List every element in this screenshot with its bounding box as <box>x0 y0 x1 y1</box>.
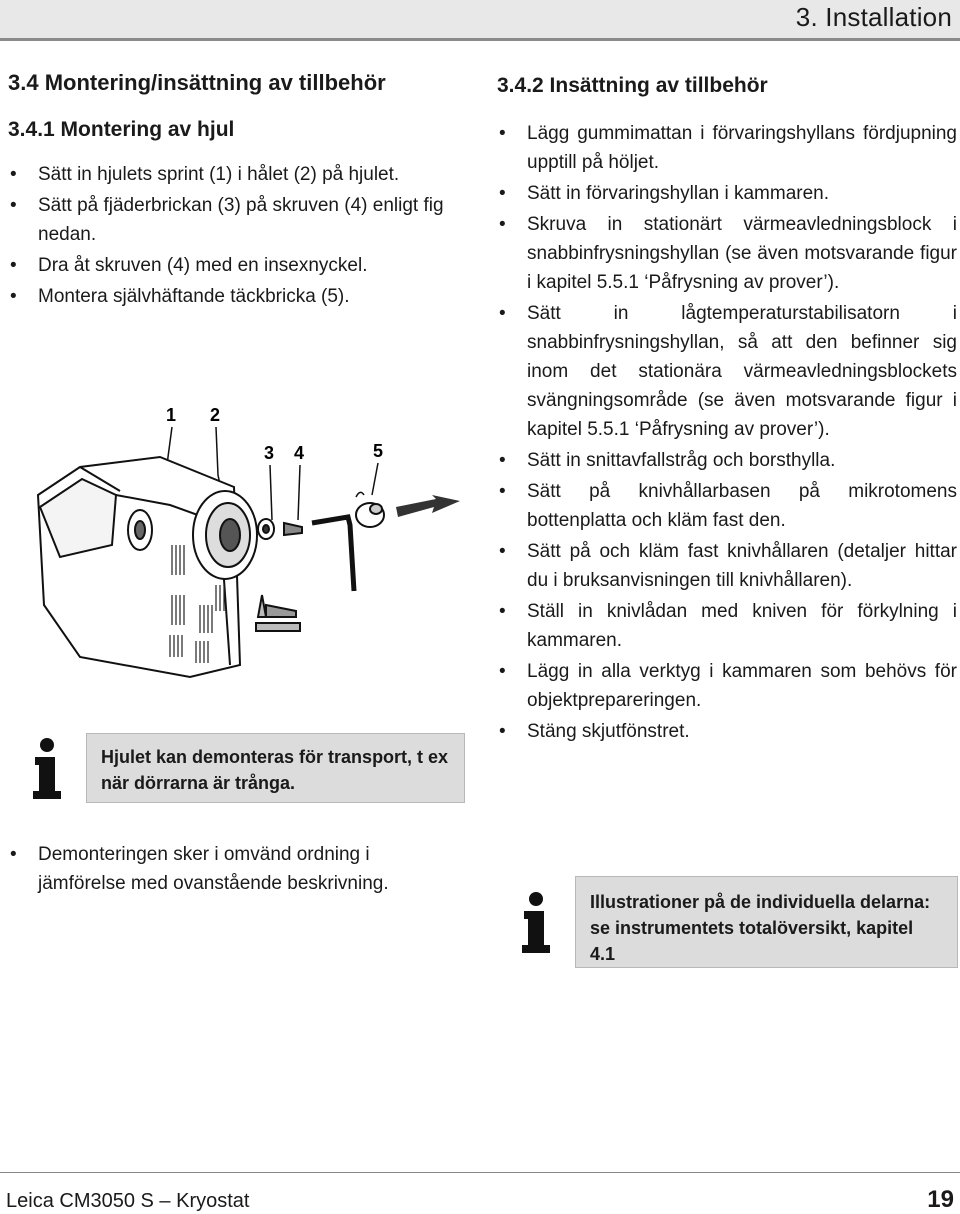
list-item: • Sätt in förvaringshyllan i kammaren. <box>499 183 830 204</box>
info-icon <box>497 876 575 968</box>
accessories-steps-list <box>497 119 957 748</box>
list-item: • Ställ in knivlådan med kniven för förkylning i kammaren. <box>499 601 957 651</box>
list-item: • Lägg gummimattan i förvaringshyllans fördjupning upptill på höljet. <box>499 123 957 173</box>
list-item: • Sätt in snittavfallstråg och borsthylla. <box>499 450 836 471</box>
info-note-wheel <box>8 733 465 803</box>
wheel-removal-list <box>8 840 448 900</box>
list-item: • Skruva in stationärt värmeavledningsblock i snabbinfrysningshyllan (se även motsvarande figur i kapitel 5.5.1 ‘Påfrysning av prover’). <box>499 214 957 293</box>
list-item: • Demonteringen sker i omvänd ordning i jämförelse med ovanstående beskrivning. <box>10 844 389 894</box>
list-item: • Lägg in alla verktyg i kammaren som behövs för objektprepareringen. <box>499 661 957 711</box>
figure-label-4: 4 <box>294 443 305 463</box>
info-note-accessories <box>497 876 958 968</box>
chapter-header-bar <box>0 0 960 41</box>
wheel-assembly-figure <box>20 395 460 695</box>
wheel-subsection-title: 3.4.1 Montering av hjul <box>8 118 235 141</box>
info-icon <box>8 733 86 803</box>
page-number: 19 <box>927 1186 954 1213</box>
list-item: • Sätt in lågtemperaturstabilisatorn i snabbinfrysningshyllan, så att den befinner sig inom det stationära värmeavledningsblockets svängningsområde (se även motsvarande figur i kapitel 5.5.1 ‘Påfrysning av prover’). <box>499 303 957 440</box>
list-item: • Sätt på och kläm fast knivhållaren (detaljer hittar du i bruksanvisningen till knivhållaren). <box>499 541 957 591</box>
list-item: • Sätt in hjulets sprint (1) i hålet (2) på hjulet. <box>10 164 400 185</box>
figure-label-5: 5 <box>373 441 384 461</box>
list-item: • Dra åt skruven (4) med en insexnyckel. <box>10 255 368 276</box>
list-item: • Montera självhäftande täckbricka (5). <box>10 286 350 307</box>
info-note-text: Hjulet kan demonteras för transport, t ex när dörrarna är trånga. <box>86 733 465 803</box>
accessories-subsection-title: 3.4.2 Insättning av tillbehör <box>497 74 768 97</box>
list-item: • Sätt på fjäderbrickan (3) på skruven (4) enligt fig nedan. <box>10 195 444 245</box>
chapter-title: 3. Installation <box>795 2 952 32</box>
list-item: • Sätt på knivhållarbasen på mikrotomens bottenplatta och kläm fast den. <box>499 481 957 531</box>
footer-divider <box>0 1172 960 1173</box>
figure-label-2: 2 <box>210 405 221 425</box>
figure-label-3: 3 <box>264 443 275 463</box>
footer-document-title: Leica CM3050 S – Kryostat <box>6 1190 250 1212</box>
list-item: • Stäng skjutfönstret. <box>499 721 690 742</box>
figure-label-1: 1 <box>166 405 177 425</box>
info-note-text: Illustrationer på de individuella delarna: se instrumentets totalöversikt, kapitel 4.1 <box>575 876 958 968</box>
section-title: 3.4 Montering/insättning av tillbehör <box>8 70 386 95</box>
wheel-steps-list <box>8 160 448 313</box>
